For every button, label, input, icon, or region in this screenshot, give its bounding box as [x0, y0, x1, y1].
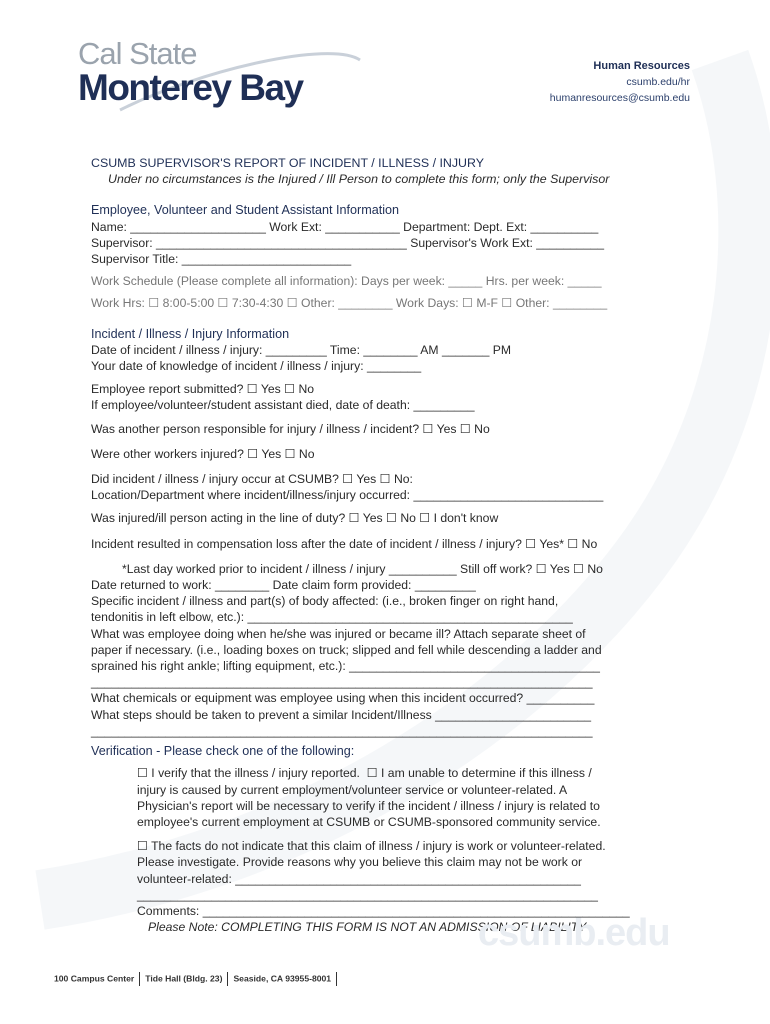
last-day-worked-line[interactable]: *Last day worked prior to incident / illness / injury __________ Still off work? ☐ Yes ☐ No [122, 561, 603, 576]
verify-option-line-4: employee's current employment at CSUMB or CSUMB-sponsored community service. [137, 814, 601, 829]
employee-doing-line[interactable]: What was employee doing when he/she was injured or became ill? Attach separate sheet of [91, 626, 586, 641]
hr-department: Human Resources [593, 60, 690, 72]
footer-address-1: 100 Campus Center [54, 973, 135, 984]
footer-divider [139, 972, 140, 986]
verify-option-line-3: Physician's report will be necessary to verify if the incident / illness / injury is related to [137, 798, 600, 813]
location-line[interactable]: Location/Department where incident/illness/injury occurred: ____________________________ [91, 488, 604, 503]
footer-address-3: Seaside, CA 93955-8001 [233, 973, 332, 984]
section-incident-info: Incident / Illness / Injury Information [91, 326, 290, 341]
work-hours-line[interactable]: Work Hrs: ☐ 8:00-5:00 ☐ 7:30-4:30 ☐ Other: ________ Work Days: ☐ M-F ☐ Other: ________ [91, 296, 608, 311]
liability-note: Please Note: COMPLETING THIS FORM IS NOT AN ADMISSION OF LIABILITY [148, 920, 587, 935]
date-of-death-line[interactable]: If employee/volunteer/student assistant died, date of death: _________ [91, 398, 475, 413]
investigate-option-line-4[interactable]: ____________________________________________________________________ [137, 887, 598, 902]
report-submitted-line[interactable]: Employee report submitted? ☐ Yes ☐ No [91, 382, 315, 397]
compensation-loss-line[interactable]: Incident resulted in compensation loss after the date of incident / illness / injury? ☐ Yes* ☐ No [91, 536, 598, 551]
knowledge-date-line[interactable]: Your date of knowledge of incident / illness / injury: ________ [91, 359, 422, 374]
csumb-logo [78, 38, 368, 106]
logo-line-monterey-bay: Monterey Bay [78, 67, 303, 108]
verify-option-line-1[interactable]: ☐ I verify that the illness / injury reported. ☐ I am unable to determine if this illness / [137, 766, 592, 781]
employee-name-line[interactable]: Name: ____________________ Work Ext: ___________ Department: Dept. Ext: __________ [91, 219, 599, 234]
another-person-line[interactable]: Was another person responsible for injury / illness / incident? ☐ Yes ☐ No [91, 421, 490, 436]
work-schedule-line[interactable]: Work Schedule (Please complete all information): Days per week: _____ Hrs. per week: _____ [91, 274, 602, 289]
employee-doing-line-3[interactable]: sprained his right ankle; lifting equipment, etc.): _____________________________________ [91, 659, 600, 674]
employee-doing-line-2[interactable]: paper if necessary. (i.e., loading boxes on truck; slipped and fell while descending a ladder and [91, 642, 602, 657]
supervisor-line[interactable]: Supervisor: _____________________________________ Supervisor's Work Ext: __________ [91, 235, 605, 250]
footer-address-2: Tide Hall (Bldg. 23) [145, 973, 223, 984]
hr-email: humanresources@csumb.edu [549, 92, 690, 104]
chemicals-line[interactable]: What chemicals or equipment was employee using when this incident occurred? __________ [91, 691, 595, 706]
incident-date-line[interactable]: Date of incident / illness / injury: _________ Time: ________ AM _______ PM [91, 342, 512, 357]
blank-line-2[interactable]: __________________________________________________________________________ [91, 723, 593, 738]
occur-at-csumb-line[interactable]: Did incident / illness / injury occur at CSUMB? ☐ Yes ☐ No: [91, 472, 413, 487]
footer-divider [336, 972, 337, 986]
investigate-option-line-2: Please investigate. Provide reasons why you believe this claim may not be work or [137, 855, 583, 870]
body-part-line-2[interactable]: tendonitis in left elbow, etc.): ________________________________________________ [91, 610, 573, 625]
body-part-line[interactable]: Specific incident / illness and part(s) of body affected: (i.e., broken finger on right hand, [91, 594, 559, 609]
section-employee-info: Employee, Volunteer and Student Assistant Information [91, 203, 400, 218]
footer-divider [227, 972, 228, 986]
comments-line[interactable]: Comments: _______________________________________________________________ [137, 903, 630, 918]
prevention-steps-line[interactable]: What steps should be taken to prevent a similar Incident/Illness _______________________ [91, 707, 592, 722]
section-verification: Verification - Please check one of the following: [91, 744, 355, 759]
verify-option-line-2: injury is caused by current employment/volunteer service or volunteer-related. A [137, 782, 568, 797]
line-of-duty-line[interactable]: Was injured/ill person acting in the line of duty? ☐ Yes ☐ No ☐ I don't know [91, 511, 499, 526]
supervisor-title-line[interactable]: Supervisor Title: _________________________ [91, 252, 352, 267]
investigate-option-line-1[interactable]: ☐ The facts do not indicate that this claim of illness / injury is work or volunteer-related. [137, 839, 606, 854]
logo-line-cal-state: Cal State [78, 36, 197, 71]
date-returned-line[interactable]: Date returned to work: ________ Date claim form provided: _________ [91, 578, 476, 593]
hr-url: csumb.edu/hr [626, 76, 690, 88]
form-title: CSUMB SUPERVISOR'S REPORT OF INCIDENT / ILLNESS / INJURY [91, 156, 484, 170]
hr-contact-block [550, 58, 690, 106]
investigate-option-line-3[interactable]: volunteer-related: ___________________________________________________ [137, 871, 581, 886]
footer-address [54, 972, 342, 986]
csumb-watermark: csumb.edu [478, 912, 670, 954]
blank-line-1[interactable]: __________________________________________________________________________ [91, 675, 593, 690]
form-subtitle: Under no circumstances is the Injured / Ill Person to complete this form; only the Supervisor [108, 172, 610, 187]
form-body [91, 155, 691, 935]
other-workers-line[interactable]: Were other workers injured? ☐ Yes ☐ No [91, 446, 315, 461]
